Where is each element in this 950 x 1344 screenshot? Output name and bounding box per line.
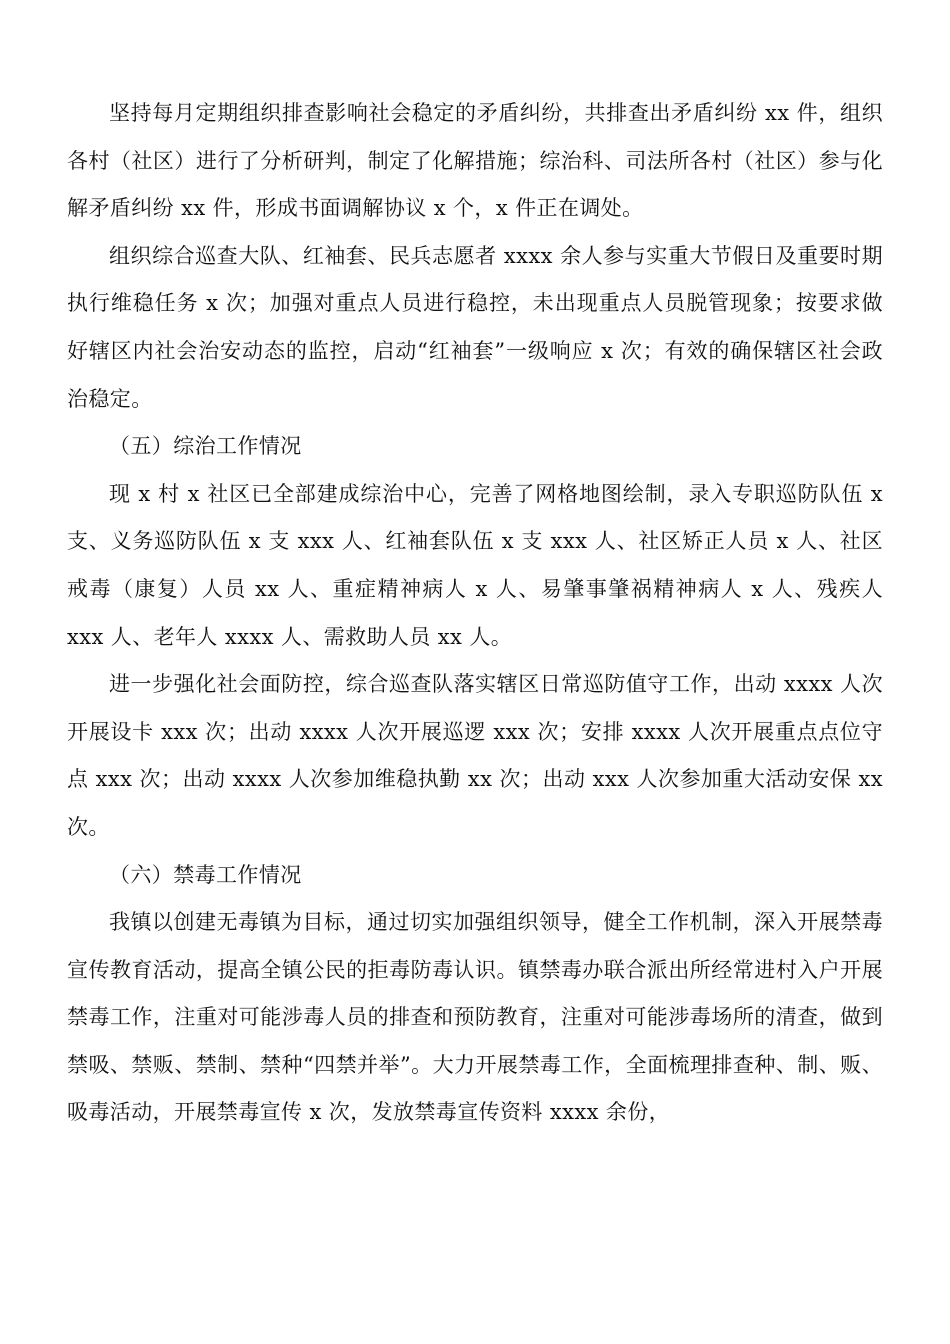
paragraph-governance-centers: 现 x 村 x 社区已全部建成综治中心，完善了网格地图绘制，录入专职巡防队伍 x 支、义务巡防队伍 x 支 xxx 人、红袖套队伍 x 支 xxx 人、社区矫正人员 x 人、社区戒毒（康复）人员 xx 人、重症精神病人 x 人、易肇事肇祸精神病人 x 人、残疾人 xxx 人、老年人 xxxx 人、需救助人员 xx 人。 [67,481,883,649]
paragraph-drug-control-work: 我镇以创建无毒镇为目标，通过切实加强组织领导，健全工作机制，深入开展禁毒宣传教育活动，提高全镇公民的拒毒防毒认识。镇禁毒办联合派出所经常进村入户开展禁毒工作，注重对可能涉毒人员的排查和预防教育，注重对可能涉毒场所的清查，做到禁吸、禁贩、禁制、禁种“四禁并举”。大力开展禁毒工作，全面梳理排查种、制、贩、吸毒活动，开展禁毒宣传 x 次，发放禁毒宣传资料 xxxx 余份， [67,910,883,1125]
paragraph-patrol-control: 进一步强化社会面防控，综合巡查队落实辖区日常巡防值守工作，出动 xxxx 人次开展设卡 xxx 次；出动 xxxx 人次开展巡逻 xxx 次；安排 xxxx 人次开展重点点位守点 xxx 次；出动 xxxx 人次参加维稳执勤 xx 次；出动 xxx 人次参加重大活动安保 xx 次。 [67,672,883,839]
document-page [67,90,883,1137]
paragraph-dispute-resolution: 坚持每月定期组织排查影响社会稳定的矛盾纠纷，共排查出矛盾纠纷 xx 件，组织各村（社区）进行了分析研判，制定了化解措施；综治科、司法所各村（社区）参与化解矛盾纠纷 xx 件，形成书面调解协议 x 个，x 件正在调处。 [67,101,883,221]
paragraph-stability-tasks: 组织综合巡查大队、红袖套、民兵志愿者 xxxx 余人参与实重大节假日及重要时期执行维稳任务 x 次；加强对重点人员进行稳控，未出现重点人员脱管现象；按要求做好辖区内社会治安动态的监控，启动“红袖套”一级响应 x 次；有效的确保辖区社会政治稳定。 [67,243,883,411]
section-heading-comprehensive-governance: （五）综治工作情况 [109,434,302,459]
section-heading-drug-control: （六）禁毒工作情况 [109,862,302,887]
